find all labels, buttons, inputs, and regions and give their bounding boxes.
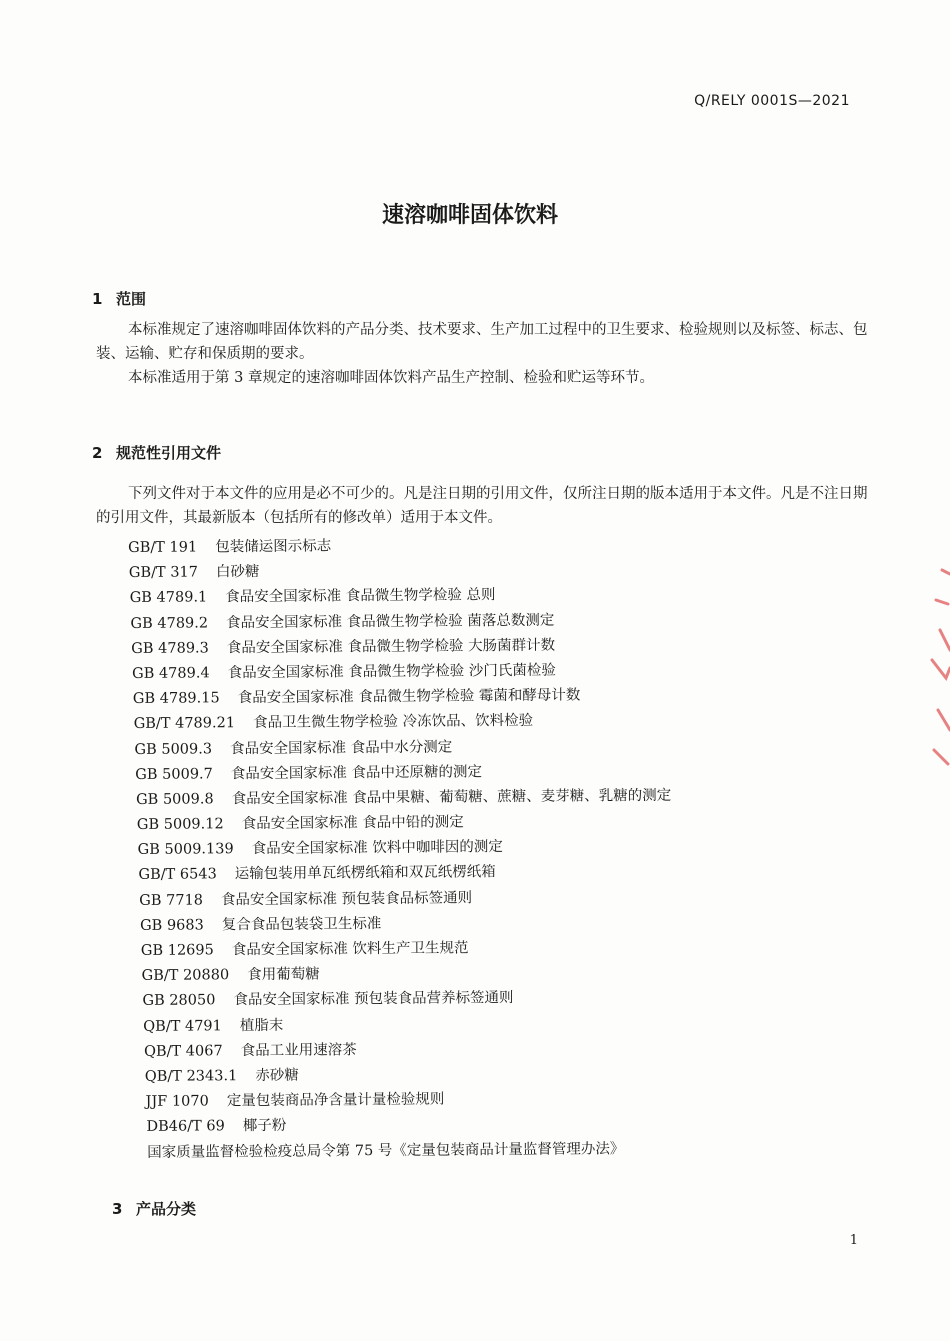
reference-title: 植脂末 <box>239 1017 284 1034</box>
standard-code: Q/RELY 0001S—2021 <box>694 93 850 109</box>
reference-title: 定量包装商品净含量计量检验规则 <box>226 1091 445 1110</box>
reference-title: 食用葡萄糖 <box>247 966 320 984</box>
reference-title: 食品安全国家标准 食品中还原糖的测定 <box>230 763 483 782</box>
reference-code: QB/T 4791 <box>143 1017 222 1035</box>
scope-paragraph-1: 本标准规定了速溶咖啡固体饮料的产品分类、技术要求、生产加工过程中的卫生要求、检验规则以及标签、标志、包装、运输、贮存和保质期的要求。 <box>96 322 868 362</box>
reference-code: GB 9683 <box>139 917 204 934</box>
section-heading-references <box>92 442 221 463</box>
reference-code: GB 12695 <box>140 942 214 959</box>
reference-code: DB46/T 69 <box>146 1118 225 1136</box>
reference-code: GB/T 4789.21 <box>133 715 236 733</box>
reference-code: GB 5009.139 <box>137 841 234 859</box>
reference-title: 食品安全国家标准 饮料中咖啡因的测定 <box>251 839 503 858</box>
reference-item <box>133 1136 674 1165</box>
section-number: 3 <box>112 1200 123 1218</box>
reference-title: 食品安全国家标准 食品微生物学检验 霉菌和酵母计数 <box>237 687 581 707</box>
seal-edge-icon <box>922 560 950 780</box>
section-title: 产品分类 <box>136 1200 197 1218</box>
reference-title: 食品安全国家标准 饮料生产卫生规范 <box>231 940 469 959</box>
reference-code: GB 7718 <box>139 892 204 909</box>
reference-title: 复合食品包装袋卫生标准 <box>221 915 382 934</box>
reference-title: 食品安全国家标准 食品微生物学检验 大肠菌群计数 <box>226 637 556 656</box>
reference-item <box>130 784 671 813</box>
reference-code: GB 5009.8 <box>136 791 214 808</box>
reference-title: 食品工业用速溶茶 <box>240 1041 357 1059</box>
reference-title: 包装储运图示标志 <box>215 538 332 556</box>
reference-code: GB/T 317 <box>128 564 199 582</box>
section-heading-scope <box>92 288 146 309</box>
reference-code: GB/T 6543 <box>138 866 217 884</box>
reference-title: 赤砂糖 <box>255 1067 299 1084</box>
reference-code: GB/T 20880 <box>141 967 230 985</box>
reference-code: GB 5009.3 <box>134 740 213 758</box>
document-title: 速溶咖啡固体饮料 <box>381 203 558 228</box>
section-title: 规范性引用文件 <box>116 444 222 462</box>
reference-code: GB 4789.3 <box>131 640 209 657</box>
reference-title: 食品卫生微生物学检验 冷冻饮品、饮料检验 <box>252 713 534 732</box>
scope-paragraph-2: 本标准适用于第 3 章规定的速溶咖啡固体饮料产品生产控制、检验和贮运等环节。 <box>128 370 654 386</box>
reference-code: GB 28050 <box>142 992 216 1010</box>
reference-code: GB 4789.4 <box>132 665 210 682</box>
reference-title: 运输包装用单瓦纸楞纸箱和双瓦纸楞纸箱 <box>234 864 496 883</box>
reference-code: GB 4789.1 <box>129 589 208 607</box>
reference-code: QB/T 4067 <box>143 1043 223 1060</box>
reference-title: 食品安全国家标准 食品微生物学检验 沙门氏菌检验 <box>227 662 556 682</box>
reference-title: 白砂糖 <box>215 564 260 581</box>
references-intro-paragraph: 下列文件对于本文件的应用是必不可少的。凡是注日期的引用文件，仅所注日期的版本适用于本文件。凡是不注日期的引用文件，其最新版本（包括所有的修改单）适用于本文件。 <box>96 486 868 526</box>
reference-title: 食品安全国家标准 食品微生物学检验 菌落总数测定 <box>226 612 555 631</box>
reference-code: JJF 1070 <box>145 1093 209 1111</box>
section-number: 2 <box>92 444 103 462</box>
reference-code: GB 5009.7 <box>135 766 213 783</box>
reference-title: 食品安全国家标准 食品中水分测定 <box>230 738 453 757</box>
red-seal-fragment <box>922 560 950 780</box>
reference-title: 国家质量监督检验检疫总局令第 75 号《定量包装商品计量监督管理办法》 <box>147 1140 625 1161</box>
reference-code: GB 4789.15 <box>132 690 220 708</box>
section-title: 范围 <box>116 290 147 308</box>
reference-code: GB 4789.2 <box>130 614 209 632</box>
reference-title: 椰子粉 <box>242 1118 287 1135</box>
page-number: 1 <box>849 1233 858 1248</box>
reference-code: QB/T 2343.1 <box>144 1068 238 1085</box>
reference-code: GB/T 191 <box>128 539 198 556</box>
reference-title: 食品安全国家标准 预包装食品标签通则 <box>220 889 473 908</box>
reference-list <box>128 532 674 1166</box>
section-heading-classification <box>112 1198 196 1219</box>
reference-title: 食品安全国家标准 食品微生物学检验 总则 <box>225 587 496 606</box>
reference-title: 食品安全国家标准 预包装食品营养标签通则 <box>233 990 514 1009</box>
section-number: 1 <box>92 290 103 308</box>
reference-code: GB 5009.12 <box>136 816 224 834</box>
reference-title: 食品安全国家标准 食品中果糖、葡萄糖、蔗糖、麦芽糖、乳糖的测定 <box>231 787 672 808</box>
reference-title: 食品安全国家标准 食品中铅的测定 <box>241 814 464 833</box>
